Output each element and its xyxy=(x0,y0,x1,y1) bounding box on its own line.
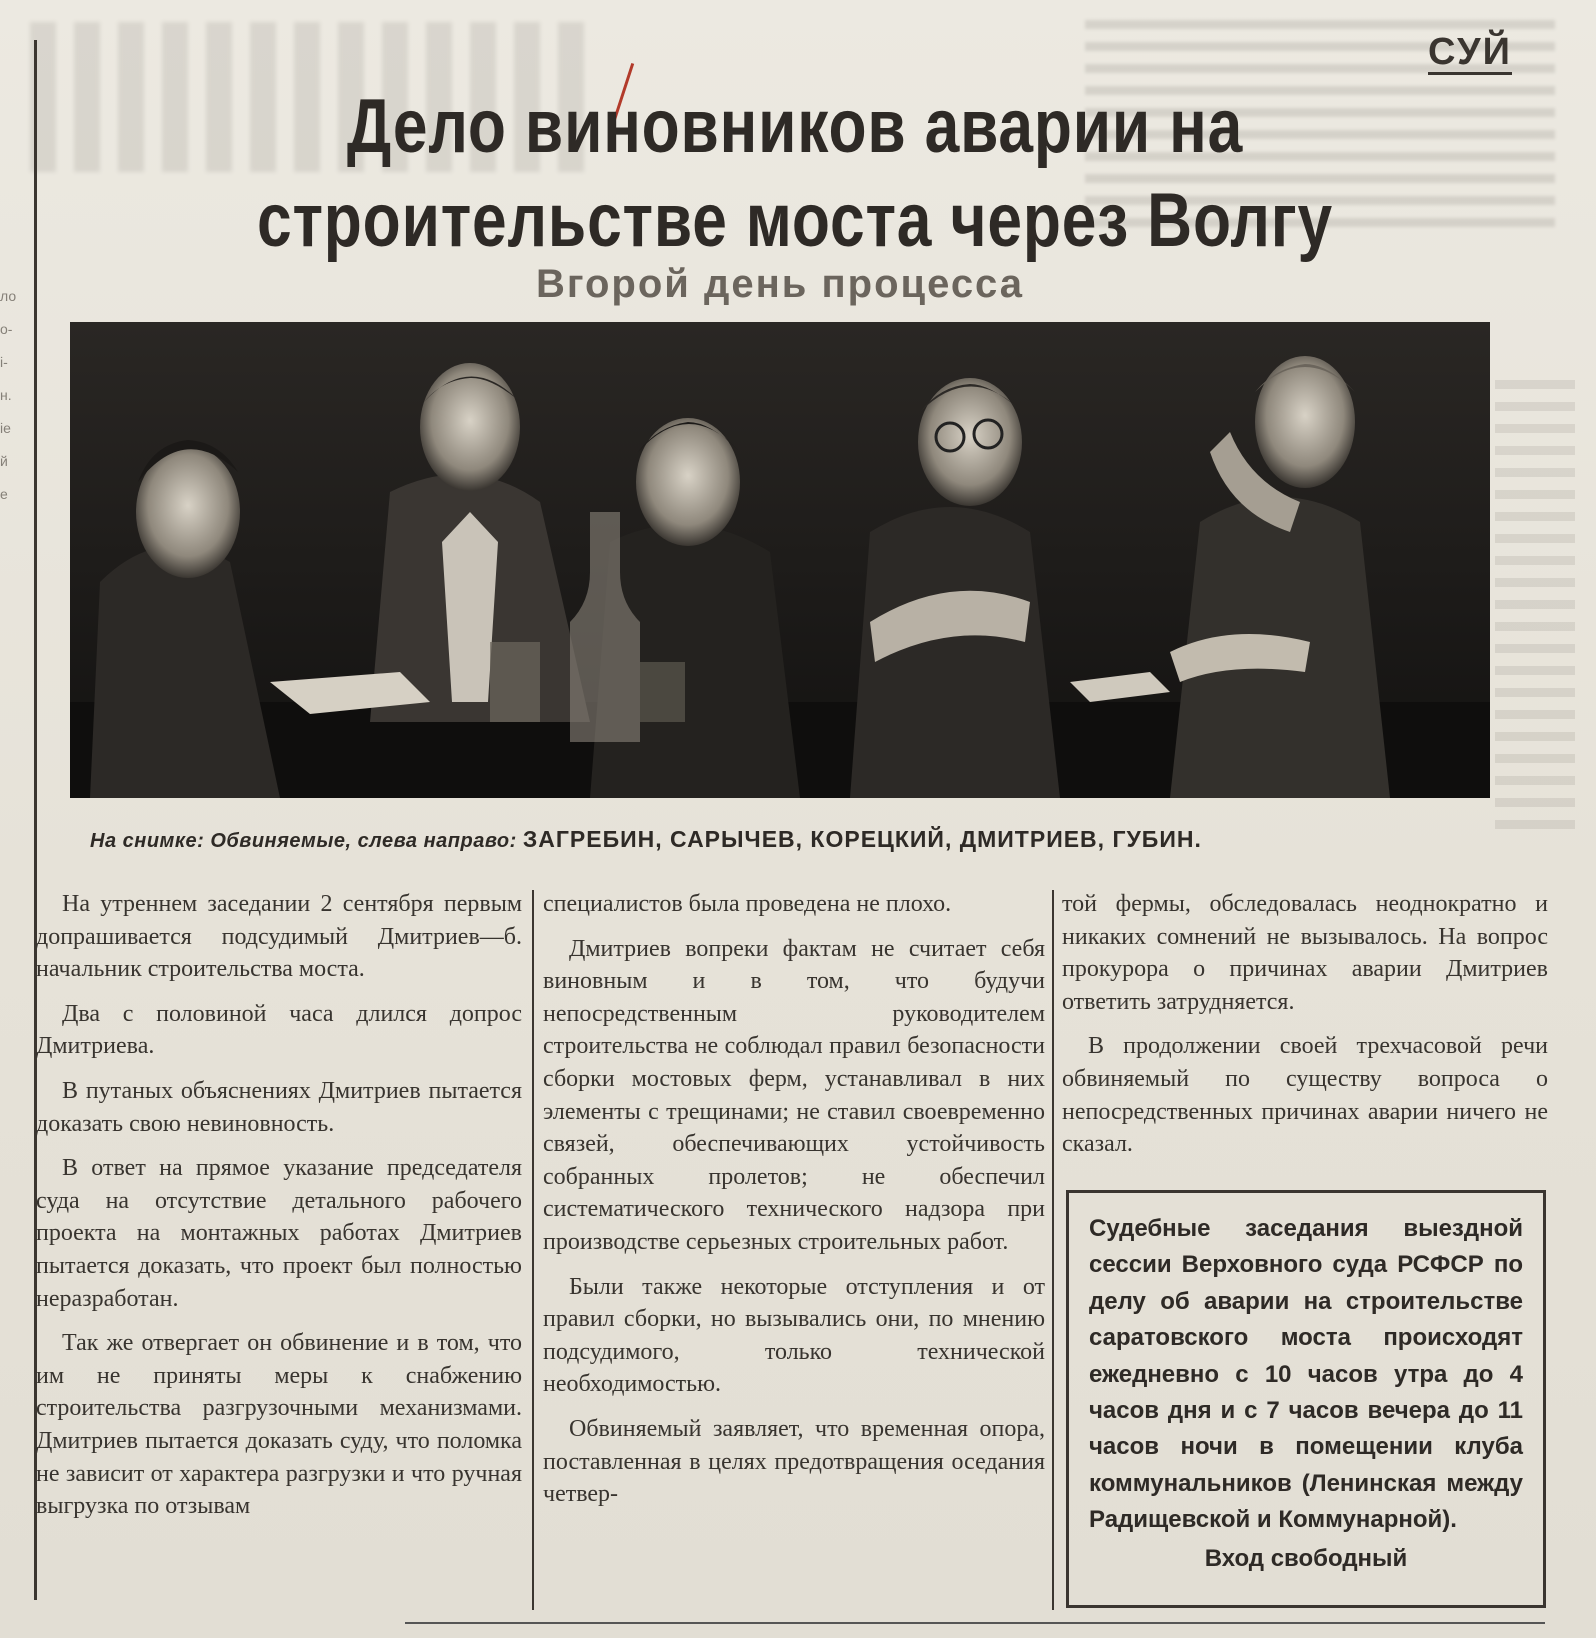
margin-fragment: і- xyxy=(0,354,8,370)
caption-names: ЗАГРЕБИН, САРЫЧЕВ, КОРЕЦКИЙ, ДМИТРИЕВ, ГУБИН. xyxy=(522,826,1202,852)
caption-lead: На снимке: Обвиняемые, слева направо: xyxy=(90,830,517,852)
article-column-3 xyxy=(1062,888,1548,1208)
paragraph: В продолжении своей трехчасовой речи обвиняемый по существу вопроса о непосредственных причинах аварии ничего не сказал. xyxy=(1062,1033,1548,1158)
margin-fragment: й xyxy=(0,453,8,469)
margin-fragment: ло xyxy=(0,288,17,304)
left-margin-fragments xyxy=(0,20,30,720)
paragraph: В ответ на прямое указание председателя суда на отсутствие детального рабочего проекта на монтажных работах Дмитриев пытается доказать, что проект был полностью неразработан. xyxy=(36,1155,522,1312)
notice-entry: Вход свободный xyxy=(1204,1544,1408,1572)
article-column-2 xyxy=(543,888,1045,1628)
court-session-notice xyxy=(1066,1190,1546,1608)
column-rule-1 xyxy=(532,890,534,1610)
paragraph: Были также некоторые отступления и от правил сборки, но вызывались они, по мнению подсудимого, только технической необходимостью. xyxy=(543,1273,1045,1398)
adjacent-text-ghost-lower xyxy=(1495,380,1575,840)
column-rule-2 xyxy=(1052,890,1054,1610)
paragraph: той фермы, обследовалась неоднократно и никаких сомнений не вызывалось. На вопрос прокурора о причинах аварии Дмитриев ответить затрудняется. xyxy=(1062,891,1548,1015)
defendants-photo xyxy=(70,322,1490,798)
notice-text: Судебные заседания выездной сессии Верховного суда РСФСР по делу об аварии на строительстве саратовского моста происходят ежедневно с 10 часов утра до 4 часов дня и с 7 часов вечера до 11 часов ночи в помещении клуба коммунальников (Ленинская между Радищевской и Коммунарной). xyxy=(1089,1215,1523,1534)
section-tag: СУЙ xyxy=(1428,31,1512,73)
subheadline: Вгорой день процесса xyxy=(535,262,1025,306)
paragraph: Обвиняемый заявляет, что временная опора, поставленная в целях предотвращения оседания четвер- xyxy=(543,1415,1045,1508)
margin-fragment: е xyxy=(0,486,8,502)
margin-fragment: о- xyxy=(0,321,13,337)
paragraph: специалистов была проведена не плохо. xyxy=(543,891,952,917)
photo-caption xyxy=(90,826,1470,853)
paragraph: В путаных объяснениях Дмитриев пытается доказать свою невиновность. xyxy=(36,1077,522,1137)
bottom-rule xyxy=(405,1622,1545,1624)
paragraph: Так же отвергает он обвинение и в том, что им не приняты меры к снабжению строительства разгрузочными механизмами. Дмитриев пытается доказать суду, что поломка не зависит от характера разгрузки и что ручная выгрузка по отзывам xyxy=(36,1330,522,1520)
photo-illustration xyxy=(70,322,1490,798)
paragraph: Дмитриев вопреки фактам не считает себя виновным и в том, что будучи непосредственным руководителем строительства не соблюдал правил безопасности сборки мостовых ферм, устанавливал в них элементы с трещинами; не ставил своевременно связей, обеспечивающих устойчивость собранных пролетов; не обеспечил систематического технического надзора при производстве серьезных строительных работ. xyxy=(543,935,1045,1255)
margin-fragment: іе xyxy=(0,420,11,436)
headline: Дело виновников аварии на строительстве моста через Волгу xyxy=(256,84,1334,263)
paragraph: На утреннем заседании 2 сентября первым допрашивается подсудимый Дмитриев—б. начальник строительства моста. xyxy=(36,891,522,983)
paragraph: Два с половиной часа длился допрос Дмитриева. xyxy=(36,1000,522,1060)
article-column-1 xyxy=(36,888,522,1628)
margin-fragment: н. xyxy=(0,387,12,403)
